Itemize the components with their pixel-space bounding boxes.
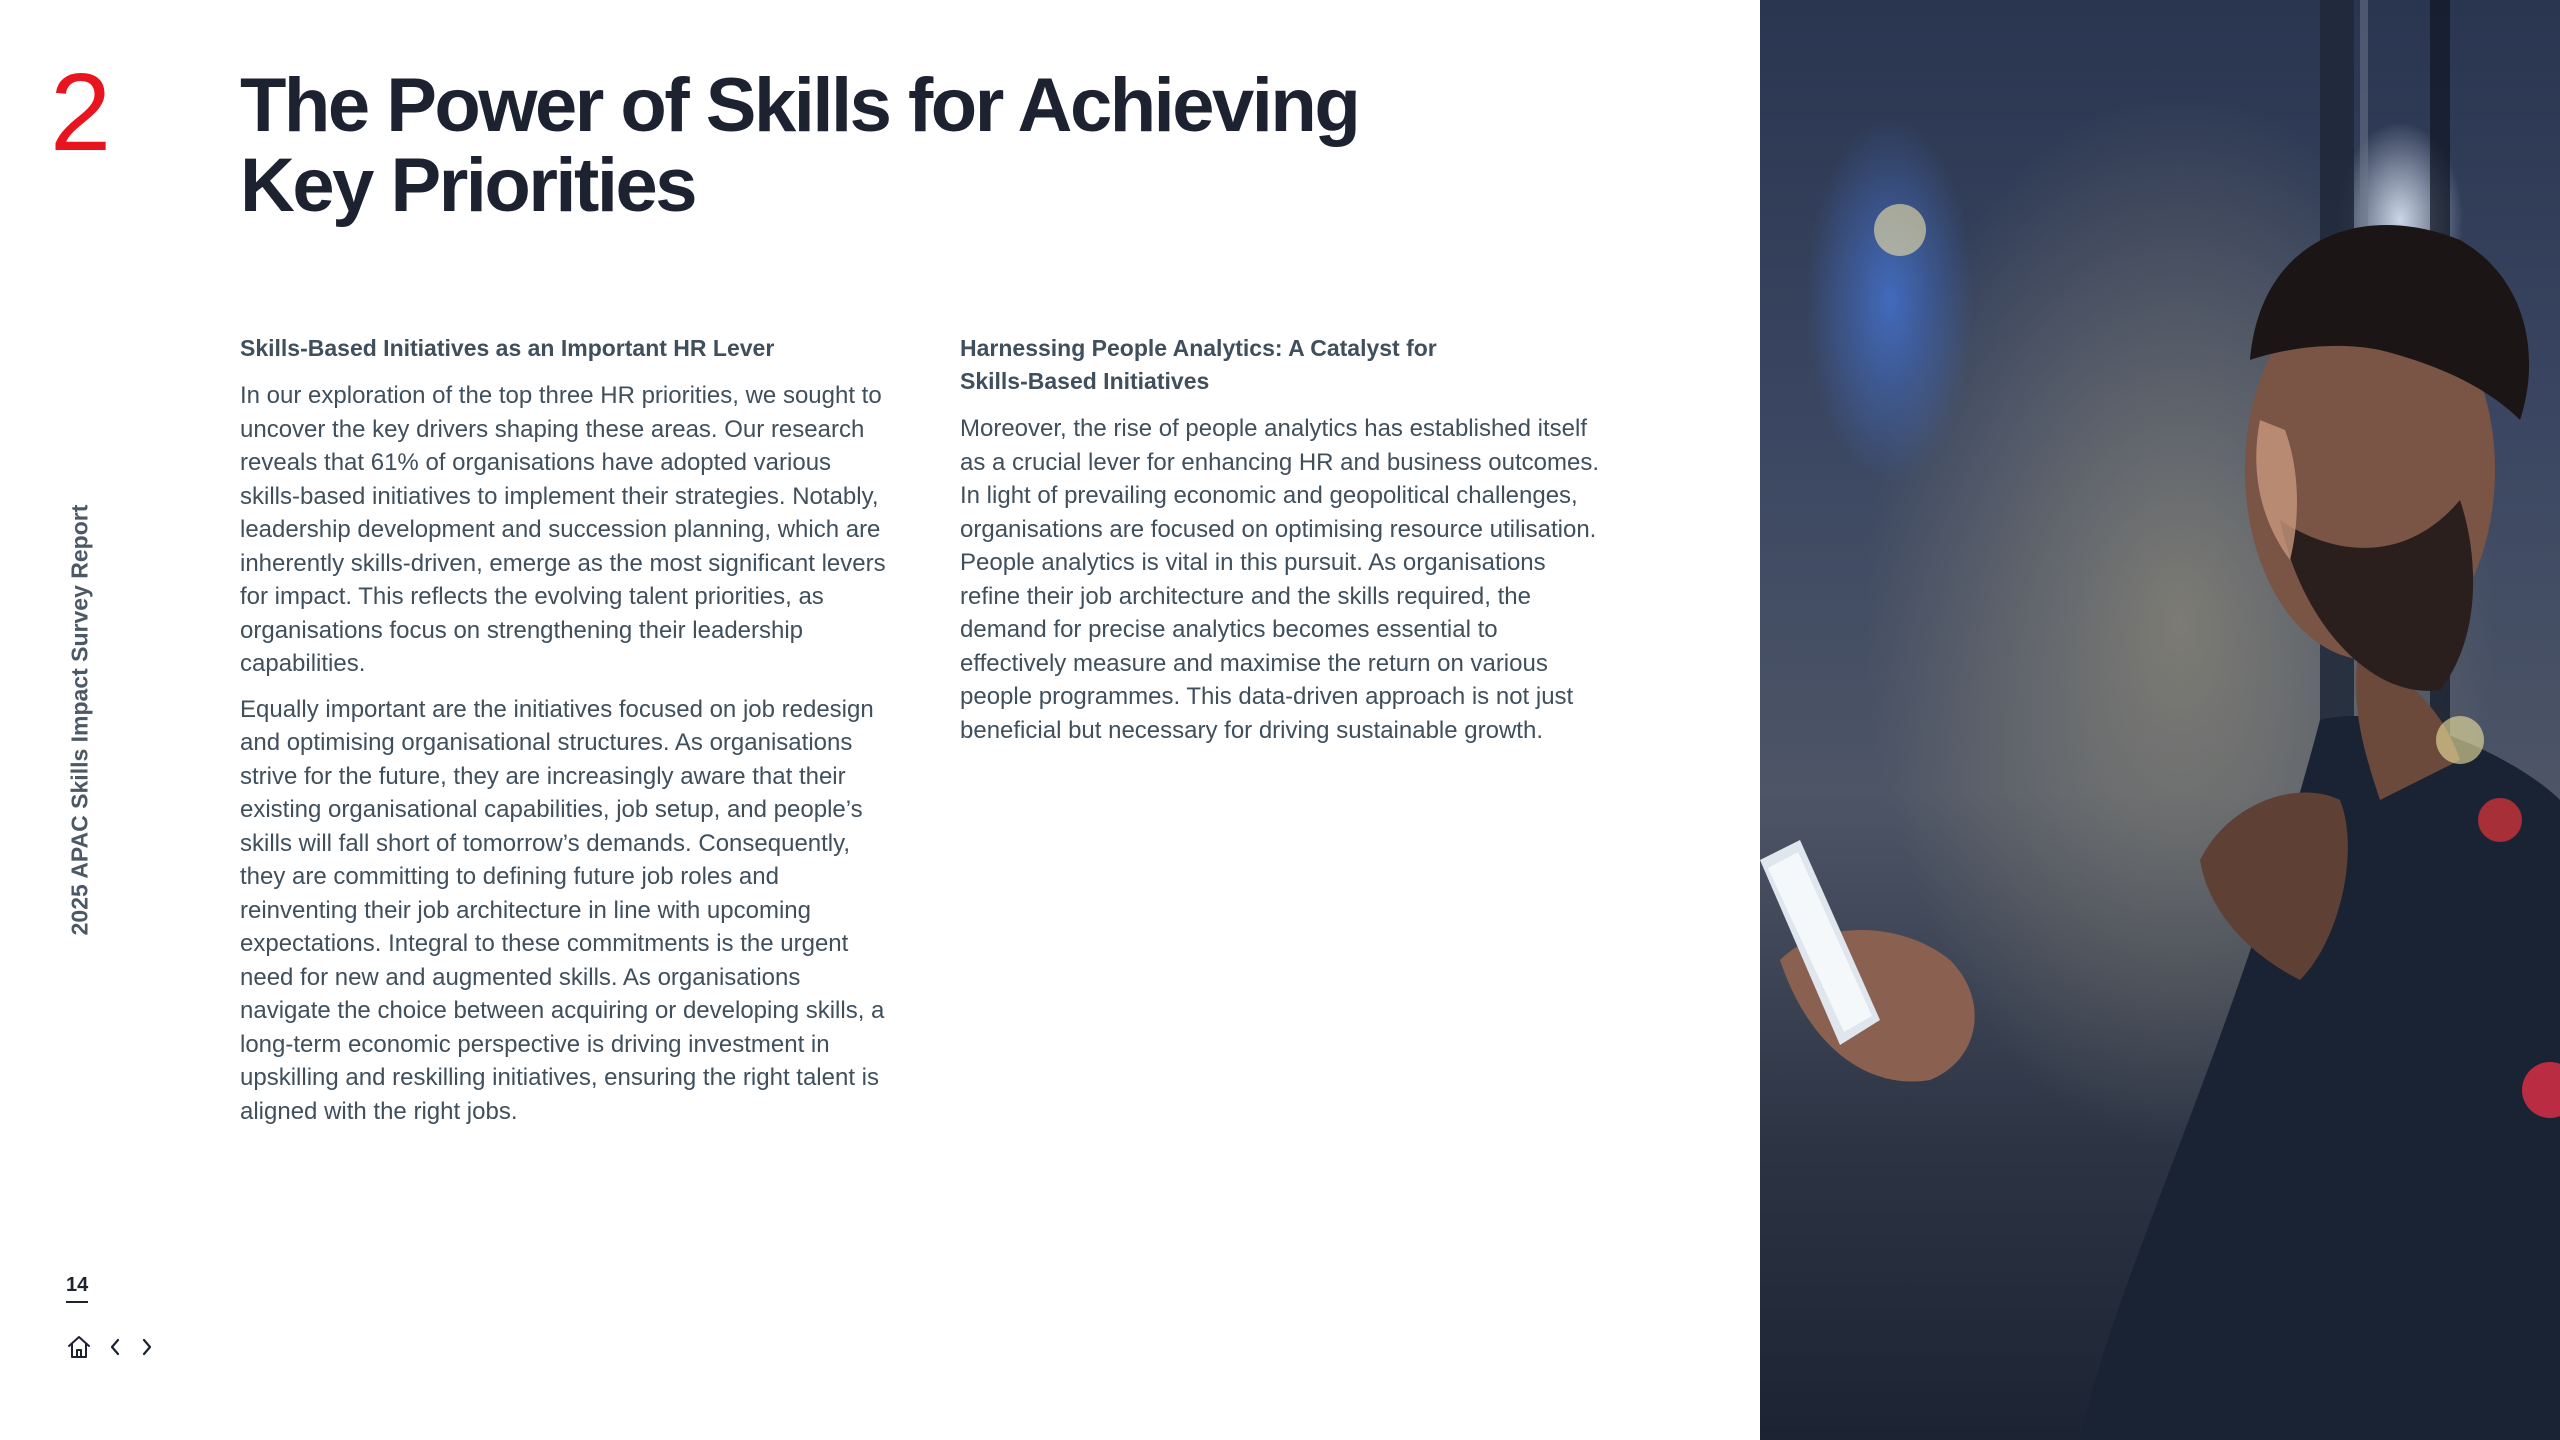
right-column (960, 332, 1610, 759)
page-number: 14 (66, 1274, 88, 1303)
page-navigation (66, 1334, 156, 1360)
left-column-paragraph: Equally important are the initiatives focused on job redesign and optimising organisational structures. As organisations strive for the future, they are increasingly aware that their existing organisational capabilities, job setup, and people’s skills will fall short of tomorrow’s demands. Consequently, they are committing to defining future job roles and reinventing their job architecture in line with upcoming expectations. Integral to these commitments is the urgent need for new and augmented skills. As organisations navigate the choice between acquiring or developing skills, a long-term economic perspective is driving investment in upskilling and reskilling initiatives, ensuring the right talent is aligned with the right jobs. (240, 695, 885, 1125)
left-column (240, 332, 890, 1140)
chapter-number: 2 (50, 51, 112, 174)
photo-illustration (1760, 0, 2560, 1440)
left-column-paragraph: In our exploration of the top three HR priorities, we sought to uncover the key drivers shaping these areas. Our research reveals that 61% of organisations have adopted various skills-based initiatives to implement their strategies. Notably, leadership development and succession planning, which are inherently skills-driven, emerge as the most significant levers for impact. This reflects the evolving talent priorities, as organisations focus on strengthening their leadership capabilities. (240, 382, 886, 677)
page-title-line-2: Key Priorities (240, 143, 695, 228)
right-column-heading-line-2: Skills-Based Initiatives (960, 368, 1210, 394)
home-icon[interactable] (66, 1334, 92, 1360)
left-column-heading: Skills-Based Initiatives as an Important HR Lever (240, 335, 775, 361)
right-column-heading (960, 332, 1610, 398)
right-column-heading-line-1: Harnessing People Analytics: A Catalyst for (960, 335, 1437, 361)
chevron-right-icon[interactable] (138, 1335, 156, 1359)
page-title-line-1: The Power of Skills for Achieving (240, 63, 1359, 148)
right-column-paragraph: Moreover, the rise of people analytics has established itself as a crucial lever for enhancing HR and business outcomes. In light of prevailing economic and geopolitical challenges, organisations are focused on optimising resource utilisation. People analytics is vital in this pursuit. As organisations refine their job architecture and the skills required, the demand for precise analytics becomes essential to effectively measure and maximise the return on various people programmes. This data-driven approach is not just beneficial but necessary for driving sustainable growth. (960, 415, 1599, 744)
chevron-left-icon[interactable] (106, 1335, 124, 1359)
photo-man-using-smartphone (1760, 0, 2560, 1440)
report-name-vertical-label: 2025 APAC Skills Impact Survey Report (66, 504, 93, 936)
page-title (240, 63, 1540, 228)
